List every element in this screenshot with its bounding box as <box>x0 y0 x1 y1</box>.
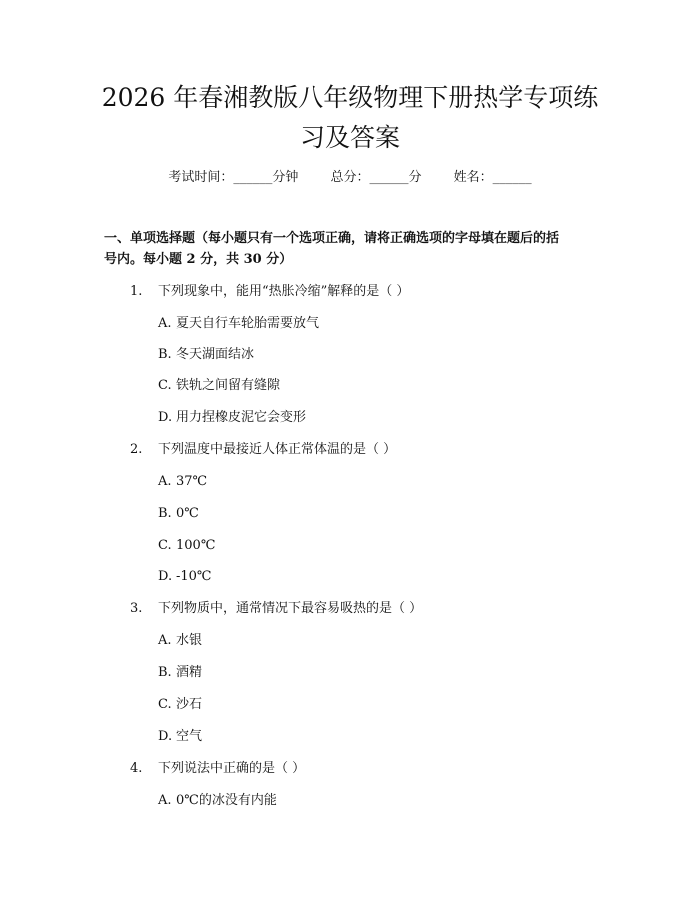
option-letter: A. <box>158 793 172 808</box>
exam-name: 姓名：______ <box>453 170 532 185</box>
question-4 <box>130 760 305 778</box>
option-letter: A. <box>158 474 172 489</box>
question-number: 2. <box>130 442 143 457</box>
question-1 <box>130 283 409 301</box>
option-text: 空气 <box>176 729 203 744</box>
option-text: 0℃ <box>176 506 199 521</box>
exam-info <box>0 168 700 188</box>
option-text: 100℃ <box>176 538 216 553</box>
option-text: 0℃的冰没有内能 <box>176 793 277 808</box>
option-text: -10℃ <box>176 569 212 584</box>
option-text: 沙石 <box>176 697 203 712</box>
option-letter: D. <box>158 569 173 584</box>
option-2b <box>158 505 199 523</box>
option-text: 铁轨之间留有缝隙 <box>176 378 281 393</box>
section-heading <box>104 228 604 270</box>
exam-time: 考试时间：______分钟 <box>168 170 299 185</box>
option-1a <box>158 315 319 333</box>
option-3c <box>158 696 202 714</box>
option-letter: C. <box>158 697 172 712</box>
option-letter: C. <box>158 378 172 393</box>
question-3 <box>130 600 422 618</box>
option-4a <box>158 792 277 810</box>
section-heading-line-1: 一、单项选择题（每小题只有一个选项正确，请将正确选项的字母填在题后的括 <box>104 231 560 246</box>
title-line-2: 习及答案 <box>299 123 400 152</box>
option-1d <box>158 409 306 427</box>
option-letter: B. <box>158 347 172 362</box>
exam-score: 总分：______分 <box>330 170 422 185</box>
option-text: 夏天自行车轮胎需要放气 <box>176 316 320 331</box>
option-2a <box>158 473 207 491</box>
title-line-1: 2026 年春湘教版八年级物理下册热学专项练 <box>101 83 599 112</box>
option-letter: A. <box>158 316 172 331</box>
option-1c <box>158 377 280 395</box>
option-letter: D. <box>158 410 173 425</box>
question-2 <box>130 441 396 459</box>
option-text: 水银 <box>176 633 203 648</box>
question-text: 下列说法中正确的是（ ） <box>158 761 306 776</box>
option-3d <box>158 728 202 746</box>
question-text: 下列物质中，通常情况下最容易吸热的是（ ） <box>158 601 423 616</box>
option-text: 37℃ <box>176 474 208 489</box>
option-letter: C. <box>158 538 172 553</box>
option-2d <box>158 568 211 586</box>
question-number: 1. <box>130 284 143 299</box>
option-1b <box>158 346 254 364</box>
option-letter: A. <box>158 633 172 648</box>
option-letter: B. <box>158 665 172 680</box>
option-3a <box>158 632 202 650</box>
option-2c <box>158 537 215 555</box>
question-text: 下列温度中最接近人体正常体温的是（ ） <box>158 442 397 457</box>
option-letter: D. <box>158 729 173 744</box>
option-3b <box>158 664 202 682</box>
question-number: 3. <box>130 601 143 616</box>
question-text: 下列现象中，能用“热胀冷缩”解释的是（ ） <box>158 284 410 299</box>
section-heading-line-2: 号内。每小题 2 分，共 30 分） <box>104 252 293 267</box>
option-letter: B. <box>158 506 172 521</box>
option-text: 用力捏橡皮泥它会变形 <box>176 410 307 425</box>
option-text: 冬天湖面结冰 <box>176 347 255 362</box>
document-title <box>80 78 620 158</box>
question-number: 4. <box>130 761 143 776</box>
option-text: 酒精 <box>176 665 203 680</box>
